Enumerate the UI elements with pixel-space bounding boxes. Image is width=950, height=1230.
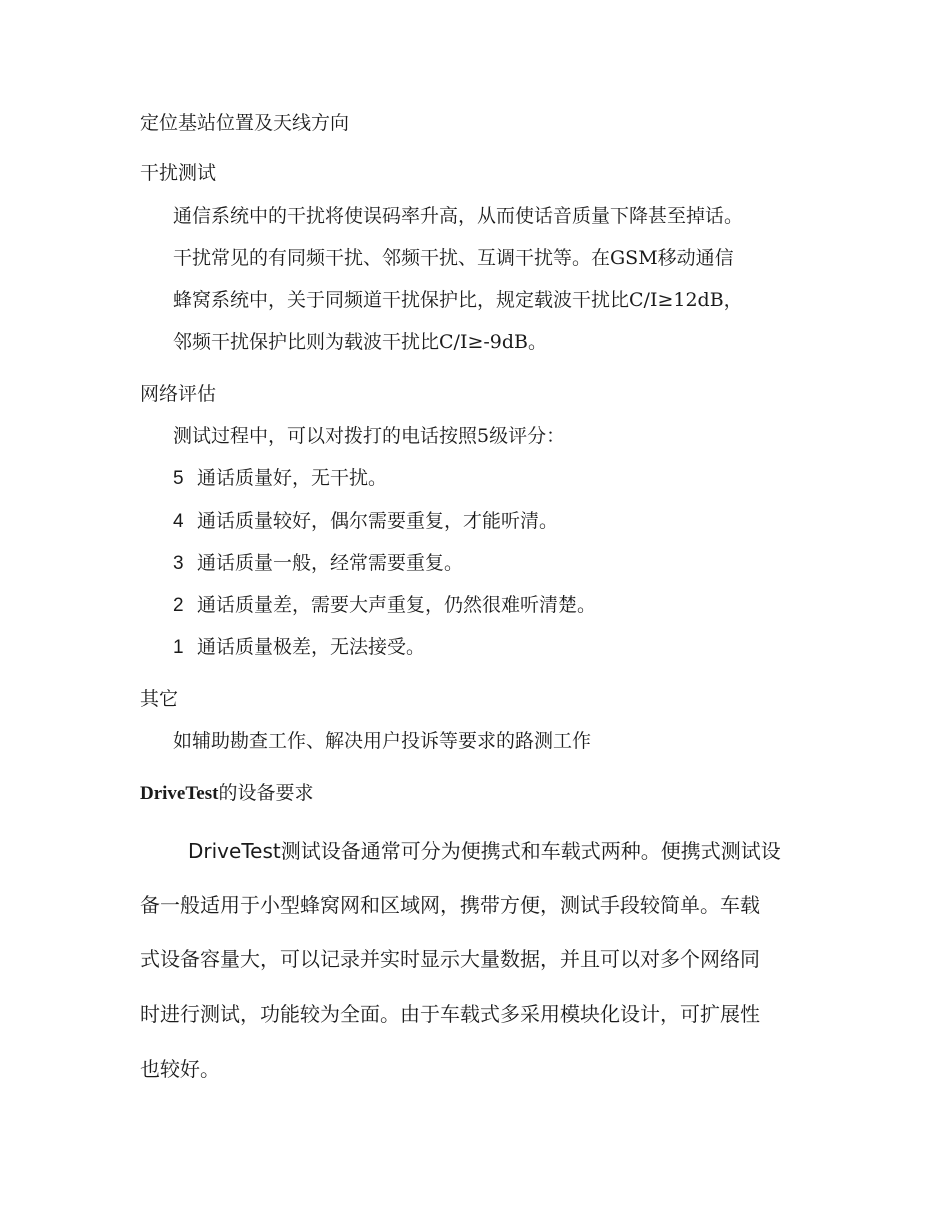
rating-text: 通话质量较好，偶尔需要重复，才能听清。 xyxy=(197,510,559,532)
rating-text: 通话质量差，需要大声重复，仍然很难听清楚。 xyxy=(197,594,597,616)
rating-text: 通话质量极差，无法接受。 xyxy=(197,636,426,658)
interference-line: 通信系统中的干扰将使误码率升高，从而使话音质量下降甚至掉话。 xyxy=(173,205,744,227)
rating-score: 5 xyxy=(173,468,184,489)
equipment-line: 备一般适用于小型蜂窝网和区域网，携带方便，测试手段较简单。车载 xyxy=(140,893,760,917)
rating-score: 1 xyxy=(173,637,184,658)
section-heading-other: 其它 xyxy=(140,688,179,710)
rating-item xyxy=(173,466,387,491)
equipment-line: 式设备容量大，可以记录并实时显示大量数据，并且可以对多个网络同 xyxy=(140,947,760,971)
interference-line: 蜂窝系统中，关于同频道干扰保护比，规定载波干扰比C/I≥12dB， xyxy=(173,289,743,311)
rating-item xyxy=(173,635,425,660)
evaluation-intro: 测试过程中，可以对拨打的电话按照5级评分： xyxy=(173,425,566,447)
equipment-heading-rest: 的设备要求 xyxy=(218,782,314,804)
rating-score: 4 xyxy=(173,511,184,532)
rating-score: 3 xyxy=(173,553,184,574)
section-heading-interference: 干扰测试 xyxy=(140,162,217,184)
equipment-line: 时进行测试，功能较为全面。由于车载式多采用模块化设计，可扩展性 xyxy=(140,1002,760,1026)
rating-score: 2 xyxy=(173,595,184,616)
rating-text: 通话质量一般，经常需要重复。 xyxy=(197,552,464,574)
section-heading-equipment xyxy=(140,781,313,806)
interference-line: 干扰常见的有同频干扰、邻频干扰、互调干扰等。在GSM移动通信 xyxy=(173,247,734,269)
other-text: 如辅助勘查工作、解决用户投诉等要求的路测工作 xyxy=(173,730,592,752)
rating-text: 通话质量好，无干扰。 xyxy=(197,467,388,489)
equipment-heading-bold: DriveTest xyxy=(140,783,219,804)
interference-line: 邻频干扰保护比则为载波干扰比C/I≥-9dB。 xyxy=(173,331,547,353)
rating-item xyxy=(173,509,558,534)
rating-item xyxy=(173,551,463,576)
section-heading-locate: 定位基站位置及天线方向 xyxy=(140,112,350,134)
equipment-line: 也较好。 xyxy=(140,1057,220,1081)
section-heading-evaluation: 网络评估 xyxy=(140,383,217,405)
equipment-line: DriveTest测试设备通常可分为便携式和车载式两种。便携式测试设 xyxy=(188,839,781,863)
rating-item xyxy=(173,593,596,618)
